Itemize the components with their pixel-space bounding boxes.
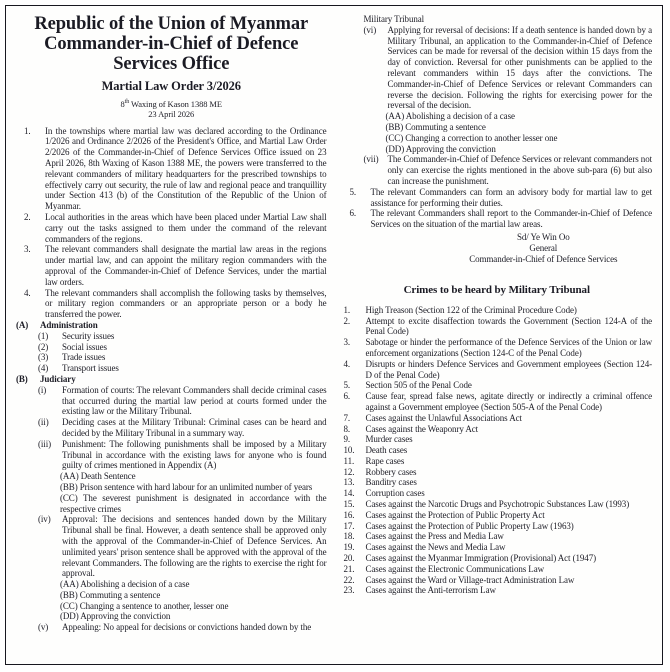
item-label: (vi): [363, 24, 377, 35]
item-text: Cases against the Protection of Public Property Act: [365, 509, 545, 520]
item-text: Security issues: [62, 330, 115, 341]
item-text: Approval: The decisions and sentences handed down by the Military Tribunal shall be final. However, a death sentence shall be approved only with the approval of the Commander-in-Chief of Defence Services. An unlimited years' prison sentence shall be approved with the approval of the relevant Commanders. The following are the rights to exercise the right for approval.: [62, 514, 327, 579]
doc-item: [364, 25, 653, 111]
doc-item: [38, 363, 327, 374]
doc-item: [38, 514, 327, 579]
doc-item: [60, 611, 327, 622]
crime-list-item: [344, 531, 653, 542]
signature-sd: Sd/ Ye Win Oo: [516, 231, 570, 242]
item-label: (vii): [363, 154, 379, 165]
page-border-frame: [5, 5, 663, 665]
item-text: Sabotage or hinder the performance of the Defence Services of the Union or law enforcement organizations (Section 124-C of the Penal Code): [365, 337, 652, 358]
item-text: Military Tribunal: [363, 14, 425, 24]
doc-item: [364, 154, 653, 186]
crime-list-item: [344, 434, 653, 445]
date-myanmar-ordinal: th: [124, 98, 130, 105]
doc-item: [60, 579, 327, 590]
item-text: (AA) Death Sentence: [60, 471, 136, 482]
crime-list-item: [344, 488, 653, 499]
item-text: Cases against the Protection of Public Property Law (1963): [365, 520, 574, 531]
doc-item: [386, 122, 653, 133]
doc-item: [38, 439, 327, 471]
item-text: (BB) Commuting a sentence: [60, 589, 161, 600]
item-label: 20.: [343, 553, 355, 564]
doc-item: [38, 417, 327, 439]
item-text: Transport issues: [62, 363, 119, 374]
date-gregorian: 23 April 2026: [148, 108, 195, 119]
signature-rank: General: [529, 242, 558, 253]
doc-item: [24, 244, 327, 287]
item-label: 4.: [343, 358, 351, 369]
right-column-body: [342, 14, 653, 230]
doc-item: [350, 187, 653, 209]
item-label: 12.: [343, 466, 355, 477]
crime-list-item: [344, 499, 653, 510]
item-label: 3.: [343, 337, 351, 348]
item-text: Attempt to excite disaffection towards the Government (Section 124-A of the Penal Code): [365, 315, 652, 337]
date-myanmar: [16, 97, 327, 109]
item-label: 10.: [343, 445, 355, 456]
item-label: 1.: [343, 304, 351, 315]
item-text: (DD) Approving the conviction: [60, 611, 171, 622]
item-label: (3): [38, 352, 49, 363]
crime-list-item: [344, 380, 653, 391]
item-text: Rape cases: [365, 455, 405, 466]
crime-list-item: [344, 305, 653, 316]
crime-list-item: [344, 391, 653, 413]
crime-list-item: [344, 359, 653, 381]
doc-item: [60, 471, 327, 482]
crime-list-item: [344, 585, 653, 596]
item-text: Social issues: [62, 341, 107, 352]
document-header: [16, 14, 327, 119]
item-text: Appealing: No appeal for decisions or convictions handed down by the: [62, 622, 312, 633]
doc-item: [60, 601, 327, 612]
item-text: Murder cases: [365, 434, 413, 445]
item-label: 19.: [343, 542, 355, 553]
doc-item: [24, 126, 327, 212]
item-text: Disrupts or hinders Defence Services and Government employees (Section 124-D of the Penal Code): [365, 358, 652, 380]
item-label: (ii): [38, 417, 49, 428]
item-text: Cause fear, spread false news, agitate directly or indirectly a criminal offence against a Government employee (Section 505-A of the Penal Code): [365, 391, 652, 412]
item-label: (4): [38, 363, 49, 374]
item-label: 6.: [349, 208, 357, 219]
left-column-body: [16, 126, 327, 633]
item-text: Cases against the News and Media Law: [365, 542, 506, 553]
item-text: (CC) Changing a correction to another lesser one: [385, 132, 558, 143]
item-label: 18.: [343, 531, 355, 542]
signature-block: [441, 232, 646, 265]
item-text: (CC) Changing a sentence to another, lesser one: [60, 600, 229, 611]
crime-list-item: [344, 510, 653, 521]
crime-list-item: [344, 477, 653, 488]
doc-item: [350, 208, 653, 230]
item-text: Corruption cases: [365, 488, 425, 499]
section-heading: [16, 320, 327, 331]
item-label: 7.: [343, 412, 351, 423]
doc-item: [38, 385, 327, 417]
item-text: (AA) Abolishing a decision of a case: [60, 579, 190, 590]
item-text: Cases against the Press and Media Law: [365, 531, 504, 542]
item-label: 17.: [343, 520, 355, 531]
item-label: 2.: [24, 212, 31, 222]
item-text: Cases against the Electronic Communications Law: [365, 563, 545, 574]
crime-list-item: [344, 553, 653, 564]
item-label: 13.: [343, 477, 355, 488]
doc-item: [364, 14, 653, 25]
document-title-line-3: Services Office: [113, 54, 230, 74]
item-label: 6.: [343, 391, 351, 402]
item-text: Cases against the Weaponry Act: [365, 423, 479, 434]
item-label: (B): [16, 373, 28, 384]
item-text: The relevant Commanders shall report to the Commander-in-Chief of Defence Services on the situation of the martial law areas.: [370, 208, 652, 230]
item-text: Cases against the Unlawful Associations Act: [365, 412, 522, 423]
item-text: Robbery cases: [365, 466, 417, 477]
crime-list-item: [344, 564, 653, 575]
crimes-section-heading: Crimes to be heard by Military Tribunal: [403, 283, 590, 296]
item-text: Cases against the Anti-terrorism Law: [365, 585, 496, 596]
date-myanmar-prefix: 8: [120, 98, 125, 109]
item-label: 1.: [24, 125, 31, 136]
item-text: Applying for reversal of decisions: If a death sentence is handed down by a Military Tribunal, an application to the Commander-in-Chief of Defence Services can be made for reversal of the decision within 15 days from the day of conviction. Reversal for other punishments can be applied to the relevant commanders within 15 days after the convictions. The Commander-in-Chief of Defence Services or relevant Commanders can reverse the decision. Following the rights for exercising power for the reversal of the decision.: [387, 24, 652, 111]
item-label: 8.: [343, 423, 351, 434]
document-title-line-1: Republic of the Union of Myanmar: [34, 14, 309, 34]
order-subtitle: Martial Law Order 3/2026: [101, 79, 241, 93]
item-text: Death cases: [365, 445, 408, 456]
doc-item: [60, 482, 327, 493]
item-label: 15.: [343, 499, 355, 510]
item-label: 2.: [343, 315, 351, 326]
item-label: 21.: [343, 563, 355, 574]
signature-title: Commander-in-Chief of Defence Services: [469, 253, 618, 264]
item-label: 4.: [24, 287, 31, 298]
doc-item: [386, 111, 653, 122]
doc-item: [60, 590, 327, 601]
item-label: 5.: [349, 186, 357, 197]
item-label: 3.: [24, 244, 31, 255]
doc-item: [24, 212, 327, 244]
item-text: Judiciary: [40, 373, 76, 384]
crime-list-item: [344, 424, 653, 435]
item-text: (DD) Approving the conviction: [385, 143, 496, 154]
crime-list-item: [344, 445, 653, 456]
item-label: (iii): [38, 438, 51, 449]
item-label: (v): [38, 622, 49, 633]
item-text: Section 505 of the Penal Code: [365, 380, 472, 391]
doc-item: [24, 288, 327, 320]
doc-item: [38, 342, 327, 353]
item-text: Cases against the Myanmar Immigration (Provisional) Act (1947): [365, 553, 597, 564]
section-heading: [16, 374, 327, 385]
item-text: Cases against the Ward or Village-tract Administration Law: [365, 574, 575, 585]
item-label: 5.: [343, 380, 351, 391]
crime-list-item: [344, 542, 653, 553]
doc-item: [60, 493, 327, 515]
item-text: In the townships where martial law was declared according to the Ordinance 1/2026 and Ordinance 2/2026 of the President's Office, and Martial Law Order 2/2026 of the Commander-in-Chief of Defence Services Office issued on 23 April 2026, 8th Waxing of Kason 1388 ME, the powers were transferred to the relevant commanders of military headquarters for the prescribed townships to effectively carry out security, the rule of law and regional peace and tranquillity under Section 413 (b) of the Constitution of the Republic of the Union of Myanmar.: [45, 125, 327, 212]
item-text: Punishment: The following punishments shall be imposed by a Military Tribunal in accordance with the existing laws for anyone who is found guilty of crimes mentioned in Appendix (A): [62, 438, 327, 471]
item-label: 9.: [343, 434, 351, 445]
item-label: (1): [38, 330, 49, 341]
item-text: The relevant commanders shall accomplish the following tasks by themselves, or military region commanders or an appropriate person or a body he transferred the power.: [45, 287, 327, 320]
crime-list-item: [344, 413, 653, 424]
item-text: Deciding cases at the Military Tribunal: Criminal cases can be heard and decided by the Military Tribunal in a summary way.: [62, 417, 327, 438]
doc-item: [386, 133, 653, 144]
crime-list-item: [344, 521, 653, 532]
item-label: 23.: [343, 585, 355, 596]
item-text: Administration: [40, 319, 98, 330]
crimes-list: [342, 305, 653, 597]
item-label: (i): [38, 384, 47, 395]
left-column: [16, 14, 327, 658]
item-label: (iv): [38, 514, 51, 525]
document-title-line-2: Commander-in-Chief of Defence: [44, 34, 299, 54]
crime-list-item: [344, 316, 653, 338]
doc-item: [386, 144, 653, 155]
item-text: The relevant commanders shall designate the martial law areas in the regions under martial law, and can appoint the military region commanders with the approval of the Commander-in-Chief of Defence Services, under the martial law orders.: [45, 244, 327, 287]
item-text: The Commander-in-Chief of Defence Services or relevant commanders not only can exercise the rights mentioned in the above sub-para (6) but also can increase the punishment.: [387, 154, 652, 186]
item-text: (CC) The severest punishment is designated in accordance with the respective crimes: [60, 492, 327, 514]
right-column: [342, 14, 653, 658]
item-label: 14.: [343, 488, 355, 499]
crime-list-item: [344, 337, 653, 359]
item-text: Trade issues: [62, 352, 106, 363]
crime-list-item: [344, 456, 653, 467]
item-text: Local authorities in the areas which have been placed under Martial Law shall carry out the tasks assigned to them under the command of the relevant commanders of the regions.: [45, 212, 327, 244]
doc-item: [38, 622, 327, 633]
item-text: High Treason (Section 122 of the Criminal Procedure Code): [365, 304, 577, 315]
item-text: Banditry cases: [365, 477, 417, 488]
date-myanmar-rest: Waxing of Kason 1388 ME: [129, 98, 222, 109]
doc-item: [38, 352, 327, 363]
item-label: 16.: [343, 509, 355, 520]
crime-list-item: [344, 467, 653, 478]
item-text: (BB) Commuting a sentence: [385, 121, 486, 132]
item-text: Cases against the Narcotic Drugs and Psychotropic Substances Law (1993): [365, 499, 630, 510]
item-text: The relevant Commanders can form an advisory body for martial law to get assistance for performing their duties.: [370, 186, 652, 208]
item-text: (AA) Abolishing a decision of a case: [385, 111, 515, 122]
item-label: (A): [16, 319, 29, 330]
doc-item: [38, 331, 327, 342]
item-label: 22.: [343, 574, 355, 585]
item-text: (BB) Prison sentence with hard labour for an unlimited number of years: [60, 481, 313, 492]
item-label: 11.: [343, 455, 355, 466]
item-text: Formation of courts: The relevant Commanders shall decide criminal cases that occurred during the martial law period at courts formed under the existing law or the Military Tribunal.: [62, 384, 327, 417]
crime-list-item: [344, 575, 653, 586]
item-label: (2): [38, 341, 49, 352]
